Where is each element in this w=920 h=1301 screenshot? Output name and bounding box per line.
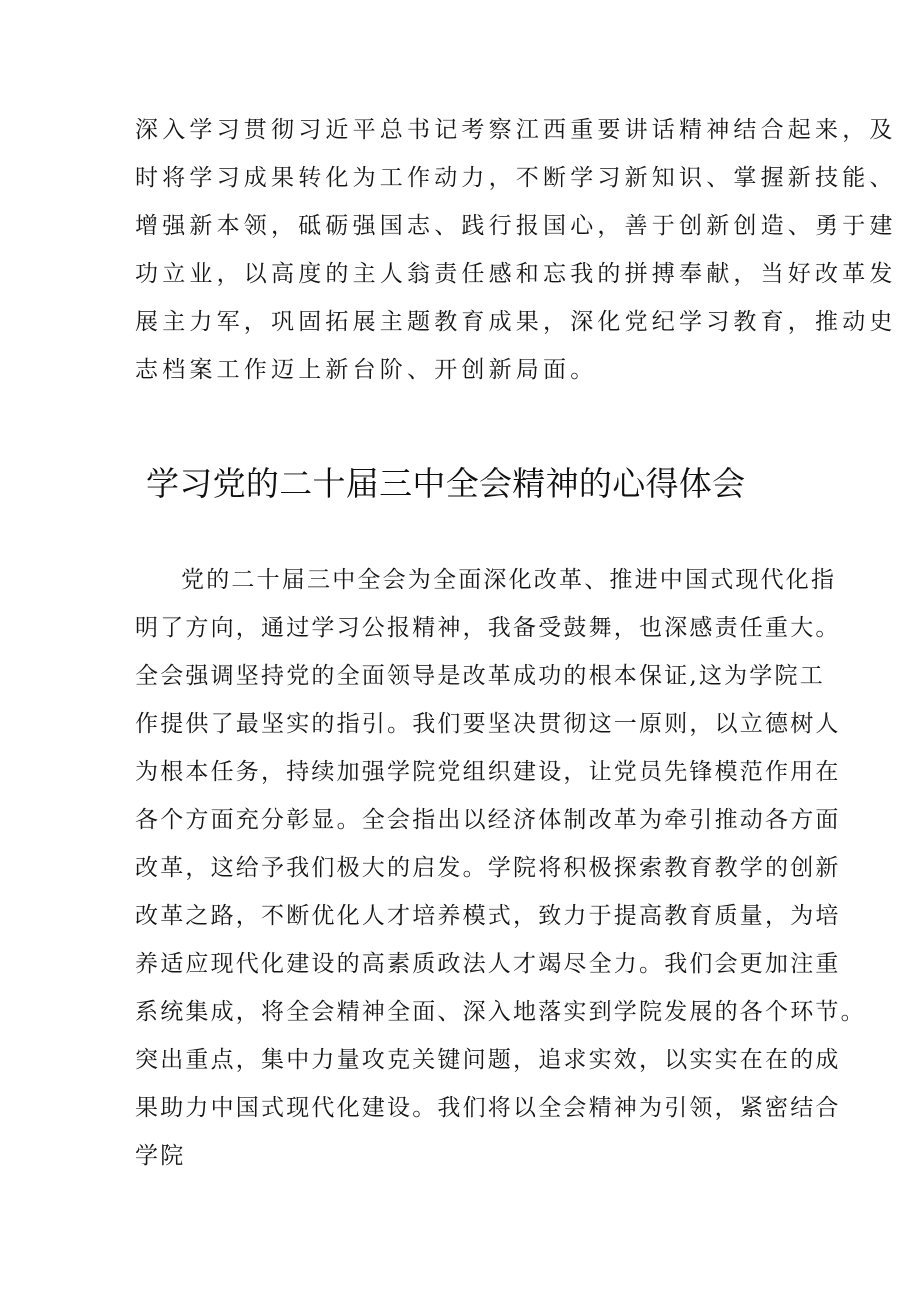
- text-line: 时将学习成果转化为工作动力，不断学习新知识、掌握新技能、: [135, 165, 897, 191]
- text-line: 系统集成，将全会精神全面、深入地落实到学院发展的各个环节。: [135, 999, 866, 1025]
- text-line: 改革，这给予我们极大的启发。学院将积极探索教育教学的创新: [135, 855, 841, 881]
- text-line: 作提供了最坚实的指引。我们要坚决贯彻这一原则，以立德树人: [135, 711, 841, 737]
- text-line: 突出重点，集中力量攻克关键问题，追求实效，以实实在在的成: [135, 1047, 841, 1073]
- text-line: 养适应现代化建设的高素质政法人才竭尽全力。我们会更加注重: [135, 951, 841, 977]
- text-line: 全会强调坚持党的全面领导是改革成功的根本保证,这为学院工: [135, 663, 825, 689]
- text-line: 增强新本领，砥砺强国志、践行报国心，善于创新创造、勇于建: [135, 213, 897, 239]
- text-line: 改革之路，不断优化人才培养模式，致力于提高教育质量，为培: [135, 903, 841, 929]
- text-line: 功立业，以高度的主人翁责任感和忘我的拼搏奉献，当好改革发: [135, 261, 897, 287]
- text-line: 各个方面充分彰显。全会指出以经济体制改革为牵引推动各方面: [135, 807, 841, 833]
- text-line: 学院: [135, 1143, 186, 1169]
- text-line: 党的二十届三中全会为全面深化改革、推进中国式现代化指: [181, 567, 837, 593]
- text-line: 深入学习贯彻习近平总书记考察江西重要讲话精神结合起来，及: [135, 117, 897, 143]
- text-line: 展主力军，巩固拓展主题教育成果，深化党纪学习教育，推动史: [135, 309, 897, 335]
- text-line: 果助力中国式现代化建设。我们将以全会精神为引领，紧密结合: [135, 1095, 841, 1121]
- text-line: 志档案工作迈上新台阶、开创新局面。: [135, 357, 598, 383]
- text-line: 为根本任务，持续加强学院党组织建设，让党员先锋模范作用在: [135, 759, 841, 785]
- text-line: 明了方向，通过学习公报精神，我备受鼓舞，也深感责任重大。: [135, 615, 841, 641]
- section-heading: 学习党的二十届三中全会精神的心得体会: [146, 464, 746, 503]
